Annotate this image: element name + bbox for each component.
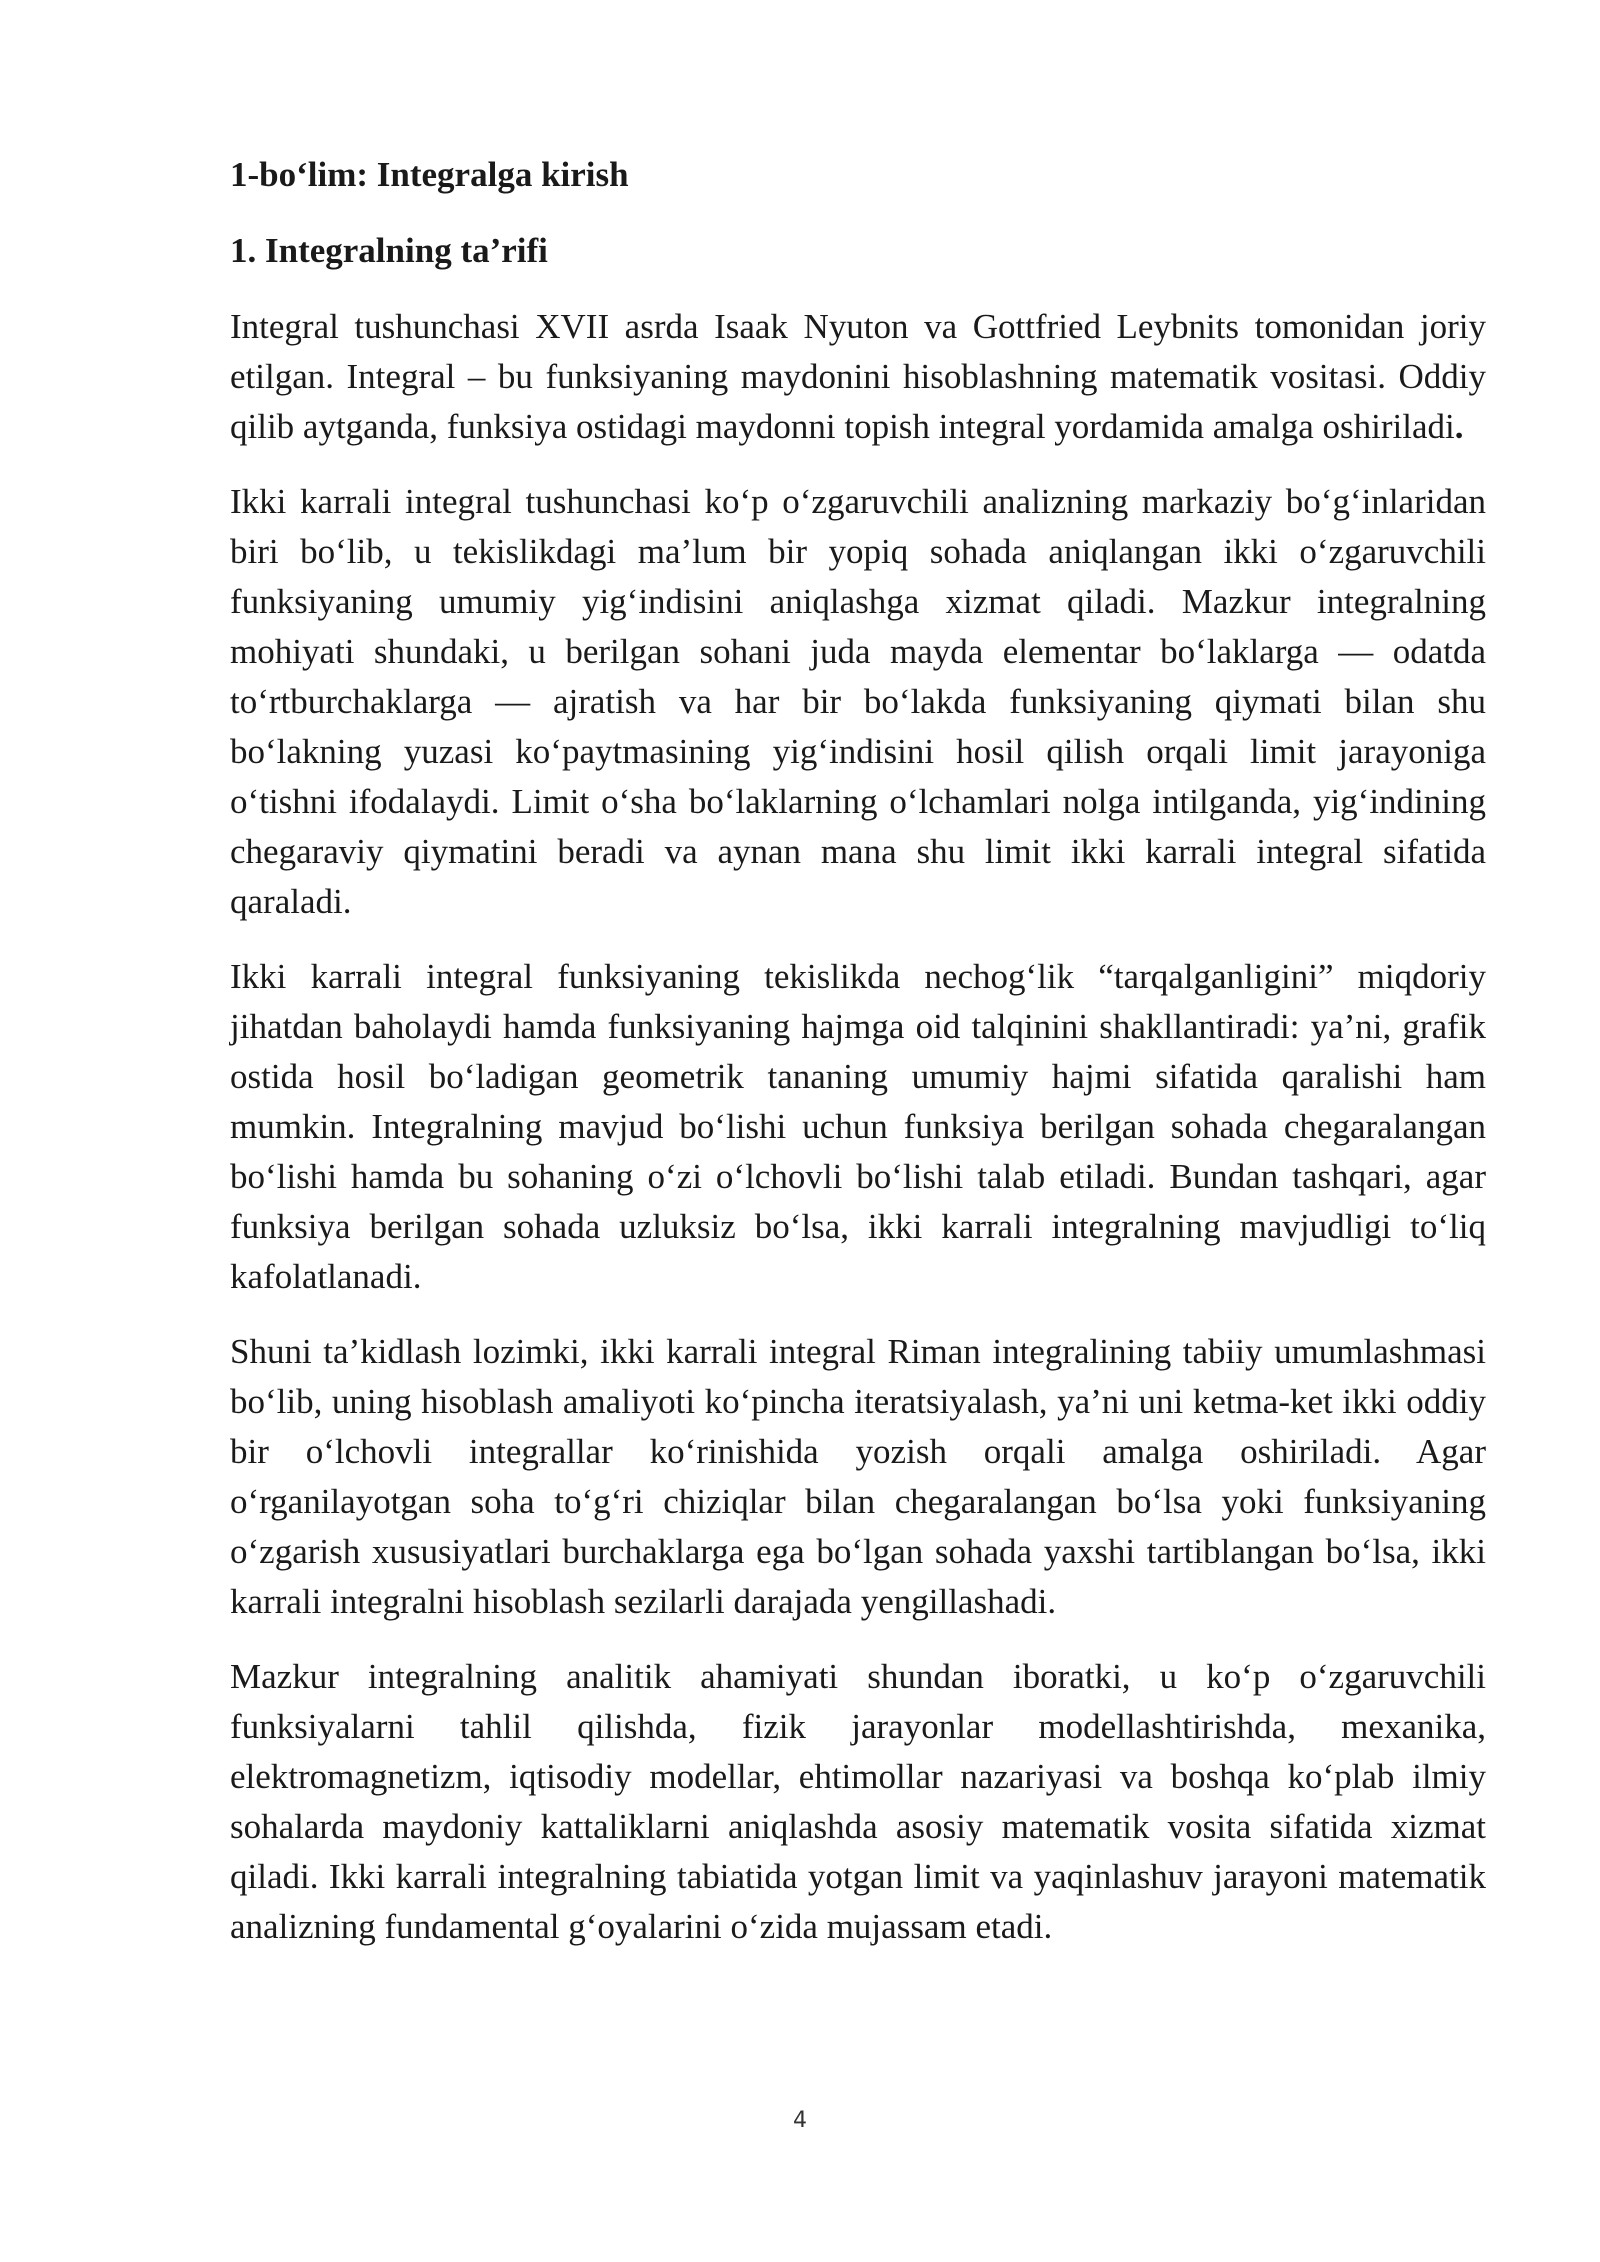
paragraph-4: Shuni ta’kidlash lozimki, ikki karrali integral Riman integralining tabiiy umumlashmasi bo‘lib, uning hisoblash amaliyoti ko‘pincha iteratsiyalash, ya’ni uni ketma-ket ikki oddiy bir o‘lchovli integrallar ko‘rinishida yozish orqali amalga oshiriladi. Agar o‘rganilayotgan soha to‘g‘ri chiziqlar bilan chegaralangan bo‘lsa yoki funksiyaning o‘zgarish xususiyatlari burchaklarga ega bo‘lgan sohada yaxshi tartiblangan bo‘lsa, ikki karrali integralni hisoblash sezilarli darajada yengillashadi. — [230, 1332, 1486, 1621]
paragraph-5: Mazkur integralning analitik ahamiyati shundan iboratki, u ko‘p o‘zgaruvchili funksiyalarni tahlil qilishda, fizik jarayonlar modellashtirishda, mexanika, elektromagnetizm, iqtisodiy modellar, ehtimollar nazariyasi va boshqa ko‘plab ilmiy sohalarda maydoniy kattaliklarni aniqlashda asosiy matematik vosita sifatida xizmat qiladi. Ikki karrali integralning tabiatida yotgan limit va yaqinlashuv jarayoni matematik analizning fundamental g‘oyalarini o‘zida mujassam etadi. — [230, 1657, 1486, 1946]
paragraph-3: Ikki karrali integral funksiyaning tekislikda nechog‘lik “tarqalganligini” miqdoriy jihatdan baholaydi hamda funksiyaning hajmga oid talqinini shakllantiradi: ya’ni, grafik ostida hosil bo‘ladigan geometrik tananing umumiy hajmi sifatida qaralishi ham mumkin. Integralning mavjud bo‘lishi uchun funksiya berilgan sohada chegaralangan bo‘lishi hamda bu sohaning o‘zi o‘lchovli bo‘lishi talab etiladi. Bundan tashqari, agar funksiya berilgan sohada uzluksiz bo‘lsa, ikki karrali integralning mavjudligi to‘liq kafolatlanadi. — [230, 957, 1486, 1296]
page-number: 4 — [793, 2108, 807, 2133]
chapter-title: 1-bo‘lim: Integralga kirish — [230, 155, 629, 194]
paragraph-1-text: Integral tushunchasi XVII asrda Isaak Nyuton va Gottfried Leybnits tomonidan joriy etilgan. Integral – bu funksiyaning maydonini hisoblashning matematik vositasi. Oddiy qilib aytganda, funksiya ostidagi maydonni topish integral yordamida amalga oshiriladi — [230, 307, 1486, 446]
paragraph-2: Ikki karrali integral tushunchasi ko‘p o‘zgaruvchili analizning markaziy bo‘g‘inlaridan biri bo‘lib, u tekislikdagi ma’lum bir yopiq sohada aniqlangan ikki o‘zgaruvchili funksiyaning umumiy yig‘indisini aniqlashga xizmat qiladi. Mazkur integralning mohiyati shundaki, u berilgan sohani juda mayda elementar bo‘laklarga — odatda to‘rtburchaklarga — ajratish va har bir bo‘lakda funksiyaning qiymati bilan shu bo‘lakning yuzasi ko‘paytmasining yig‘indisini hosil qilish orqali limit jarayoniga o‘tishni ifodalaydi. Limit o‘sha bo‘laklarning o‘lchamlari nolga intilganda, yig‘indining chegaraviy qiymatini beradi va aynan mana shu limit ikki karrali integral sifatida qaraladi. — [230, 482, 1486, 921]
paragraph-1-bold-period: . — [1454, 407, 1464, 446]
paragraph-1 — [230, 302, 1486, 452]
document-page — [230, 150, 1486, 1977]
section-title: 1. Integralning ta’rifi — [230, 231, 548, 270]
